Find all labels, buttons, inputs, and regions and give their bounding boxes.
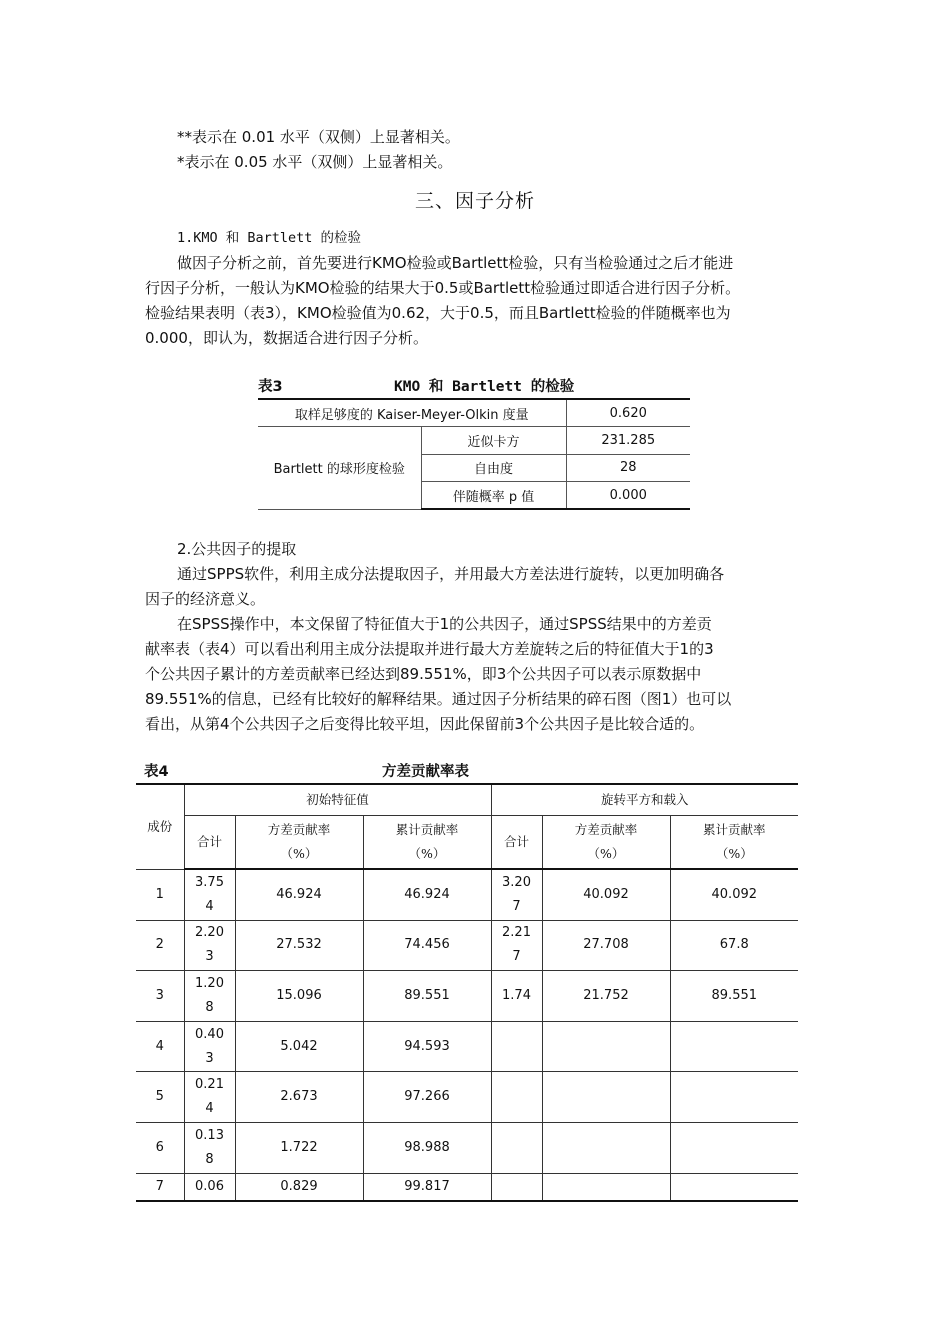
rot-total-cell <box>491 1173 542 1201</box>
col-rot-total: 合计 <box>491 816 542 870</box>
table4-row <box>136 1122 798 1173</box>
rot-total-cell: 2.217 <box>491 920 542 971</box>
table3-label: 表3 <box>258 379 283 395</box>
table4-header-row-2 <box>136 816 798 870</box>
total-cell: 0.138 <box>184 1122 235 1173</box>
cum-cell: 99.817 <box>363 1173 491 1201</box>
total-cell: 1.208 <box>184 971 235 1022</box>
col-cum: 累计贡献率（%） <box>363 816 491 870</box>
rot-total-cell: 3.207 <box>491 869 542 920</box>
table3-title: KMO 和 Bartlett 的检验 <box>394 379 575 395</box>
rot-total-cell <box>491 1072 542 1123</box>
total-cell: 2.203 <box>184 920 235 971</box>
table4-row <box>136 1021 798 1072</box>
component-cell: 3 <box>136 971 184 1022</box>
paragraph-3-line-5: 看出，从第4个公共因子之后变得比较平坦，因此保留前3个公共因子是比较合适的。 <box>145 715 705 733</box>
paragraph-1-line-1: 做因子分析之前，首先要进行KMO检验或Bartlett检验，只有当检验通过之后才能进 <box>177 254 734 272</box>
paragraph-2-line-2: 因子的经济意义。 <box>145 590 266 608</box>
cum-cell: 89.551 <box>363 971 491 1022</box>
cum-cell: 98.988 <box>363 1122 491 1173</box>
paragraph-2-line-1: 通过SPPS软件，利用主成分法提取因子，并用最大方差法进行旋转，以更加明确各 <box>177 565 725 583</box>
component-cell: 7 <box>136 1173 184 1201</box>
var-cell: 2.673 <box>235 1072 363 1123</box>
table4-title: 方差贡献率表 <box>382 764 469 780</box>
table4-label: 表4 <box>144 764 169 780</box>
rot-var-cell: 27.708 <box>542 920 670 971</box>
cum-cell: 94.593 <box>363 1021 491 1072</box>
var-cell: 0.829 <box>235 1173 363 1201</box>
rot-var-cell <box>542 1021 670 1072</box>
section-title: 三、因子分析 <box>414 190 535 212</box>
group-rotated: 旋转平方和载入 <box>491 784 798 816</box>
kmo-label: 取样足够度的 Kaiser-Meyer-Olkin 度量 <box>258 399 566 427</box>
rot-total-cell <box>491 1021 542 1072</box>
table4-variance <box>136 783 798 1202</box>
col-component: 成份 <box>136 784 184 869</box>
note-significance-005: *表示在 0.05 水平（双侧）上显著相关。 <box>177 153 453 171</box>
col-rot-var: 方差贡献率（%） <box>542 816 670 870</box>
kmo-value: 0.620 <box>566 399 690 427</box>
rot-var-cell: 21.752 <box>542 971 670 1022</box>
paragraph-1-line-3: 检验结果表明（表3），KMO检验值为0.62，大于0.5，而且Bartlett检验的伴随概率也为 <box>145 304 731 322</box>
rot-cum-cell: 67.8 <box>670 920 798 971</box>
row-name: 伴随概率 p 值 <box>421 481 566 509</box>
col-total: 合计 <box>184 816 235 870</box>
rot-var-cell <box>542 1122 670 1173</box>
table3-row-kmo <box>258 399 690 427</box>
row-name: 自由度 <box>421 454 566 481</box>
subsection-1-title: 1.KMO 和 Bartlett 的检验 <box>177 230 362 246</box>
note-significance-001: **表示在 0.01 水平（双侧）上显著相关。 <box>177 128 460 146</box>
table3-row <box>258 427 690 454</box>
row-name: 近似卡方 <box>421 427 566 454</box>
row-value: 28 <box>566 454 690 481</box>
cum-cell: 46.924 <box>363 869 491 920</box>
subsection-2-title: 2.公共因子的提取 <box>177 540 297 558</box>
paragraph-3-line-4: 89.551%的信息，已经有比较好的解释结果。通过因子分析结果的碎石图（图1）也可以 <box>145 690 732 708</box>
group-initial: 初始特征值 <box>184 784 491 816</box>
row-value: 231.285 <box>566 427 690 454</box>
component-cell: 2 <box>136 920 184 971</box>
var-cell: 1.722 <box>235 1122 363 1173</box>
total-cell: 0.06 <box>184 1173 235 1201</box>
paragraph-1-line-2: 行因子分析，一般认为KMO检验的结果大于0.5或Bartlett检验通过即适合进行因子分析。 <box>145 279 741 297</box>
rot-var-cell: 40.092 <box>542 869 670 920</box>
table4-row <box>136 1072 798 1123</box>
paragraph-3-line-1: 在SPSS操作中，本文保留了特征值大于1的公共因子，通过SPSS结果中的方差贡 <box>177 615 712 633</box>
cum-cell: 97.266 <box>363 1072 491 1123</box>
paragraph-3-line-2: 献率表（表4）可以看出利用主成分法提取并进行最大方差旋转之后的特征值大于1的3 <box>145 640 714 658</box>
bartlett-label: Bartlett 的球形度检验 <box>258 427 421 509</box>
rot-cum-cell <box>670 1072 798 1123</box>
rot-cum-cell <box>670 1021 798 1072</box>
var-cell: 15.096 <box>235 971 363 1022</box>
rot-cum-cell: 40.092 <box>670 869 798 920</box>
table3-kmo-bartlett <box>258 398 690 510</box>
rot-total-cell <box>491 1122 542 1173</box>
rot-total-cell: 1.74 <box>491 971 542 1022</box>
table4-row <box>136 920 798 971</box>
col-var: 方差贡献率（%） <box>235 816 363 870</box>
rot-cum-cell: 89.551 <box>670 971 798 1022</box>
table4-header-row-1 <box>136 784 798 816</box>
var-cell: 27.532 <box>235 920 363 971</box>
total-cell: 0.403 <box>184 1021 235 1072</box>
var-cell: 5.042 <box>235 1021 363 1072</box>
table4-row <box>136 971 798 1022</box>
col-rot-cum: 累计贡献率（%） <box>670 816 798 870</box>
rot-cum-cell <box>670 1122 798 1173</box>
component-cell: 6 <box>136 1122 184 1173</box>
component-cell: 5 <box>136 1072 184 1123</box>
rot-var-cell <box>542 1072 670 1123</box>
row-value: 0.000 <box>566 481 690 509</box>
rot-var-cell <box>542 1173 670 1201</box>
total-cell: 0.214 <box>184 1072 235 1123</box>
paragraph-1-line-4: 0.000，即认为，数据适合进行因子分析。 <box>145 329 428 347</box>
component-cell: 1 <box>136 869 184 920</box>
paragraph-3-line-3: 个公共因子累计的方差贡献率已经达到89.551%，即3个公共因子可以表示原数据中 <box>145 665 702 683</box>
cum-cell: 74.456 <box>363 920 491 971</box>
total-cell: 3.754 <box>184 869 235 920</box>
table4-row <box>136 1173 798 1201</box>
rot-cum-cell <box>670 1173 798 1201</box>
var-cell: 46.924 <box>235 869 363 920</box>
component-cell: 4 <box>136 1021 184 1072</box>
table4-row <box>136 869 798 920</box>
